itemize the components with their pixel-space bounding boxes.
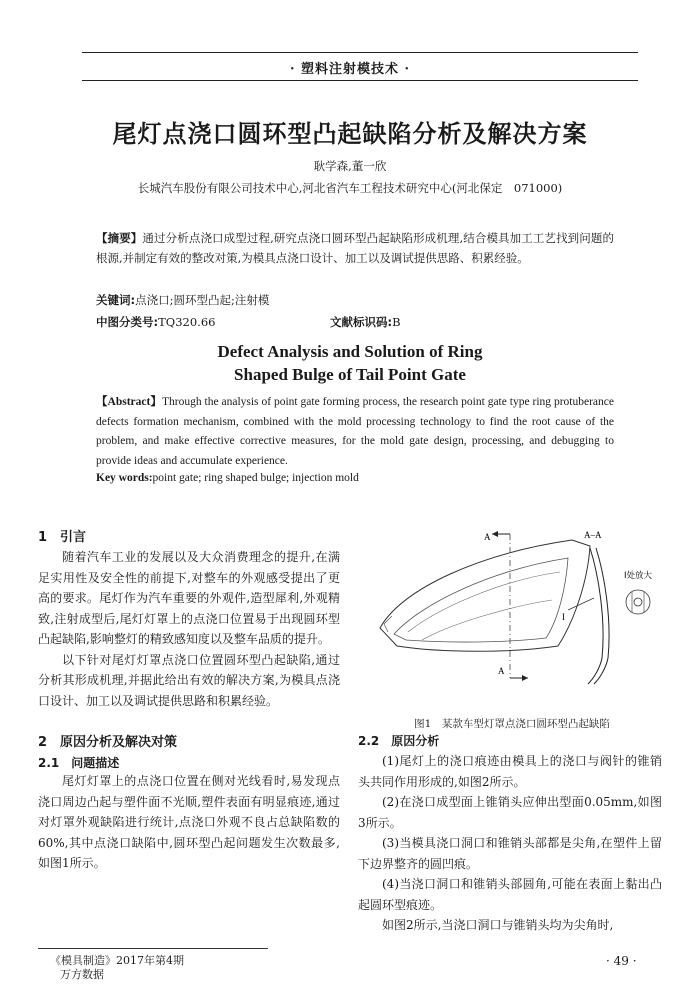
header-rule-bottom — [82, 80, 638, 81]
document-code — [330, 314, 401, 330]
keywords-cn-text: 点浇口;圆环型凸起;注射模 — [135, 293, 270, 307]
section-header: · 塑料注射模技术 · — [289, 62, 411, 77]
section-2-2-heading: 2.2 原因分析 — [358, 734, 440, 748]
abstract-en-label: 【Abstract】 — [96, 396, 162, 408]
keywords-en — [96, 472, 359, 484]
doc-code-value: B — [392, 315, 401, 329]
label-detail-enlarged: I处放大 — [624, 571, 653, 581]
page-number: · 49 · — [606, 954, 637, 968]
title-en-line1: Defect Analysis and Solution of Ring — [217, 342, 483, 361]
abstract-en — [96, 393, 614, 471]
section-2-2-item-4: (4)当浇口洞口和锥销头部圆角,可能在表面上黏出凸起圆环型痕迹。 — [358, 877, 662, 912]
lamp-contour-line — [422, 600, 552, 640]
figure-1-caption: 图1 某款车型灯罩点浇口圆环型凸起缺陷 — [414, 718, 610, 730]
journal-citation: 《模具制造》2017年第4期 — [50, 954, 184, 967]
section-2-2-item-1: (1)尾灯上的浇口痕迹由模具上的浇口与阀针的锥销头共同作用形成的,如图2所示。 — [358, 754, 662, 789]
label-a-bottom: A — [498, 666, 505, 676]
section-profile-outer — [588, 548, 603, 684]
section-1-paragraph-2: 以下针对尾灯灯罩点浇口位置圆环型凸起缺陷,通过分析其形成机理,并据此给出有效的解决方案,为模具点浇口设计、加工以及调试提供思路和积累经验。 — [38, 652, 340, 708]
affiliation: 长城汽车股份有限公司技术中心,河北省汽车工程技术研究中心(河北保定 071000) — [137, 181, 563, 195]
section-2-1-heading: 2.1 问题描述 — [38, 756, 120, 770]
left-column — [38, 526, 340, 874]
article-title-en — [0, 340, 700, 386]
article-title-cn: 尾灯点浇口圆环型凸起缺陷分析及解决方案 — [112, 120, 588, 148]
abstract-cn-text: 通过分析点浇口成型过程,研究点浇口圆环型凸起缺陷形成机理,结合模具加工工艺找到问题的根源,并制定有效的整改对策,为模具点浇口设计、加工以及调试提供思路、积累经验。 — [96, 231, 614, 265]
section-2-heading: 2 原因分析及解决对策 — [38, 735, 178, 750]
classification-label: 中图分类号: — [96, 315, 159, 329]
keywords-cn-label: 关键词: — [96, 293, 136, 307]
abstract-en-text: Through the analysis of point gate forming process, the research point gate type ring protuberance defects formation mechanism, combined with the mold processing technology to find the root cause of the problem, and make effective corrective measures, for the mold gate design, processing, and debugging to provide ideas and accumulate experience. — [96, 396, 614, 467]
figure-1-drawing — [362, 528, 662, 698]
classification-number — [96, 314, 215, 330]
keywords-en-text: point gate; ring shaped bulge; injection mold — [152, 472, 359, 484]
header-rule-top — [82, 52, 638, 53]
classification-value: TQ320.66 — [158, 315, 216, 329]
abstract-cn — [96, 228, 614, 268]
label-section-aa: A–A — [584, 530, 602, 540]
detail-gate-ring — [634, 598, 642, 606]
section-1-heading: 1 引言 — [38, 530, 87, 545]
doc-code-label: 文献标识码: — [330, 315, 393, 329]
keywords-cn — [96, 292, 614, 308]
publisher-watermark: 万方数据 — [60, 968, 104, 981]
lamp-corner-detail — [384, 616, 392, 632]
detail-circle — [626, 590, 650, 614]
section-profile-inner — [594, 548, 609, 684]
section-2-2-item-3: (3)当模具浇口洞口和锥销头部都是尖角,在塑件上留下边界整齐的圆凹痕。 — [358, 836, 662, 871]
title-en-line2: Shaped Bulge of Tail Point Gate — [234, 365, 466, 384]
label-a-top: A — [484, 532, 491, 542]
authors: 耿学森,董一欣 — [313, 159, 387, 173]
arrow-head-top — [492, 531, 498, 537]
section-1-paragraph-1: 随着汽车工业的发展以及大众消费理念的提升,在满足实用性及安全性的前提下,对整车的外观感受提出了更高的要求。尾灯作为汽车重要的外观件,造型犀利,外观精致,注射成型后,尾灯灯罩上的点浇口位置易于出现圆环型凸起缺陷,影响整灯的精致感知度以及整车品质的提升。 — [38, 550, 340, 646]
arrow-head-bottom — [522, 675, 528, 681]
leader-line-i — [568, 598, 594, 610]
abstract-cn-label: 【摘要】 — [96, 231, 143, 245]
keywords-en-label: Key words: — [96, 472, 153, 484]
right-column — [358, 732, 662, 936]
lamp-outline — [380, 540, 590, 651]
label-i: I — [562, 612, 565, 622]
footer-rule — [38, 948, 268, 949]
section-2-2-item-2: (2)在浇口成型面上锥销头应伸出型面0.05mm,如图3所示。 — [358, 795, 662, 830]
section-2-2-paragraph: 如图2所示,当浇口洞口与锥销头均为尖角时, — [382, 918, 614, 932]
lamp-inner-contour — [394, 558, 568, 642]
section-2-1-paragraph: 尾灯灯罩上的点浇口位置在侧对光线看时,易发现点浇口周边凸起与塑件面不光顺,塑件表面有明显痕迹,通过对灯罩外观缺陷进行统计,点浇口外观不良占总缺陷数的60%,其中点浇口缺陷中,圆环型凸起问题发生次数最多,如图1所示。 — [38, 774, 340, 870]
lamp-contour-line — [408, 572, 560, 632]
figure-1 — [362, 528, 662, 698]
